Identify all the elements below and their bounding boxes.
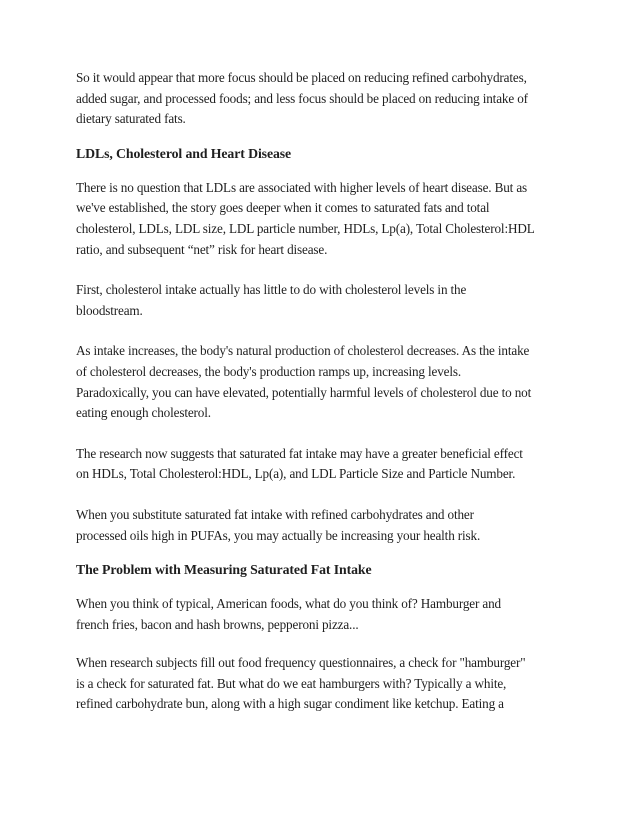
text-line: cholesterol, LDLs, LDL size, LDL particle number, HDLs, Lp(a), Total Cholesterol:HDL bbox=[76, 220, 535, 236]
paragraph-american-foods bbox=[76, 594, 566, 635]
paragraph-substitution bbox=[76, 505, 566, 546]
text-line: As intake increases, the body's natural production of cholesterol decreases. As the intake bbox=[76, 343, 530, 359]
paragraph-intro bbox=[76, 68, 566, 130]
text-line: eating enough cholesterol. bbox=[76, 405, 211, 421]
paragraph-questionnaires bbox=[76, 653, 566, 715]
paragraph-production bbox=[76, 341, 566, 423]
section-heading-measuring: The Problem with Measuring Saturated Fat Intake bbox=[76, 562, 372, 578]
text-line: we've established, the story goes deeper when it comes to saturated fats and total bbox=[76, 200, 490, 216]
paragraph-ldl-risk bbox=[76, 178, 566, 260]
text-line: When you think of typical, American foods, what do you think of? Hamburger and bbox=[76, 596, 501, 612]
paragraph-cholesterol-intake bbox=[76, 280, 566, 321]
text-line: is a check for saturated fat. But what do we eat hamburgers with? Typically a white, bbox=[76, 675, 507, 691]
text-line: First, cholesterol intake actually has little to do with cholesterol levels in the bbox=[76, 282, 467, 298]
text-line: So it would appear that more focus should be placed on reducing refined carbohydrates, bbox=[76, 70, 527, 85]
text-line: of cholesterol decreases, the body's production ramps up, increasing levels. bbox=[76, 363, 462, 379]
text-line: ratio, and subsequent “net” risk for heart disease. bbox=[76, 241, 328, 257]
text-line: french fries, bacon and hash browns, pepperoni pizza... bbox=[76, 616, 359, 632]
document-page bbox=[76, 68, 566, 715]
text-line: There is no question that LDLs are associated with higher levels of heart disease. But as bbox=[76, 179, 528, 195]
text-line: Paradoxically, you can have elevated, potentially harmful levels of cholesterol due to not bbox=[76, 384, 532, 400]
text-line: dietary saturated fats. bbox=[76, 111, 186, 127]
section-heading-ldls: LDLs, Cholesterol and Heart Disease bbox=[76, 145, 292, 161]
text-line: processed oils high in PUFAs, you may actually be increasing your health risk. bbox=[76, 527, 481, 543]
text-line: added sugar, and processed foods; and less focus should be placed on reducing intake of bbox=[76, 90, 528, 106]
text-line: bloodstream. bbox=[76, 302, 143, 318]
text-line: refined carbohydrate bun, along with a high sugar condiment like ketchup. Eating a bbox=[76, 696, 504, 712]
text-line: When you substitute saturated fat intake with refined carbohydrates and other bbox=[76, 506, 474, 522]
paragraph-research bbox=[76, 444, 566, 485]
text-line: When research subjects fill out food frequency questionnaires, a check for "hamburger" bbox=[76, 655, 526, 671]
text-line: The research now suggests that saturated fat intake may have a greater beneficial effect bbox=[76, 445, 523, 461]
text-line: on HDLs, Total Cholesterol:HDL, Lp(a), and LDL Particle Size and Particle Number. bbox=[76, 466, 516, 482]
